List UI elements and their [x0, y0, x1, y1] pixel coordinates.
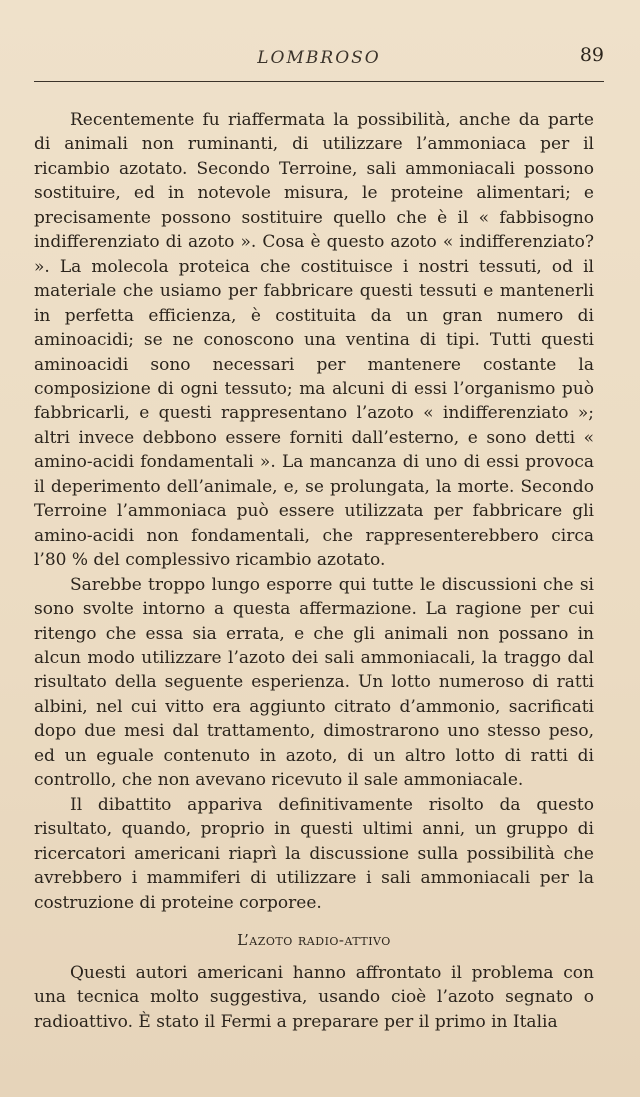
paragraph-2: Sarebbe troppo lungo esporre qui tutte le discussioni che si sono svolte intorno a questa affermazione. La ragione per cui ritengo che essa sia errata, e che gli animali non possano in alcun modo utilizzare l’azoto dei sali ammoniacali, la traggo dal risultato della seguente esperienza. Un lotto numeroso di ratti albini, nel cui vitto era aggiunto citrato d’ammonio, sacrificati dopo due mesi dal trattamento, dimostrarono uno stesso peso, ed un eguale contenuto in azoto, di un altro lotto di ratti di controllo, che non avevano ricevuto il sale ammoniacale. — [34, 574, 594, 791]
page-number: 89 — [579, 44, 604, 66]
paragraph-3: Il dibattito appariva definitivamente risolto da questo risultato, quando, proprio in questi ultimi anni, un gruppo di ricercatori americani riaprì la discussione sulla possibilità che avrebbero i mammiferi di utilizzare i sali ammoniacali per la costruzione di proteine corporee. — [34, 794, 594, 913]
body-text — [34, 108, 594, 1034]
section-heading: L’azoto radio-attivo — [237, 930, 391, 949]
page-header — [34, 44, 604, 80]
paragraph-1: Recentemente fu riaffermata la possibilità, anche da parte di animali non ruminanti, di utilizzare l’ammoniaca per il ricambio azotato. Secondo Terroine, sali ammoniacali possono sostituire, ed in notevole misura, le proteine alimentari; e precisamente possono sostituire quello che è il « fabbisogno indifferenziato di azoto ». Cosa è questo azoto « indifferenziato? ». La molecola proteica che costituisce i nostri tessuti, od il materiale che usiamo per fabbricare questi tessuti e mantenerli in perfetta efficienza, è costituita da un gran numero di aminoacidi; se ne conoscono una ventina di tipi. Tutti questi aminoacidi sono necessari per mantenere costante la composizione di ogni tessuto; ma alcuni di essi l’organismo può fabbricarli, e questi rappresentano l’azoto « indifferenziato »; altri invece debbono essere forniti dall’esterno, e sono detti « amino-acidi fondamentali ». La mancanza di uno di essi provoca il deperimento dell’animale, e, se prolungata, la morte. Secondo Terroine l’ammoniaca può essere utilizzata per fabbricare gli amino-acidi non fondamentali, che rappresenterebbero circa l’80 % del complessivo ricambio azotato. — [34, 110, 594, 571]
header-rule — [34, 81, 604, 82]
paragraph-4: Questi autori americani hanno affrontato il problema con una tecnica molto suggestiva, usando cioè l’azoto segnato o radioattivo. È stato il Fermi a preparare per il primo in Italia — [34, 962, 594, 1032]
running-title: LOMBROSO — [257, 48, 381, 68]
